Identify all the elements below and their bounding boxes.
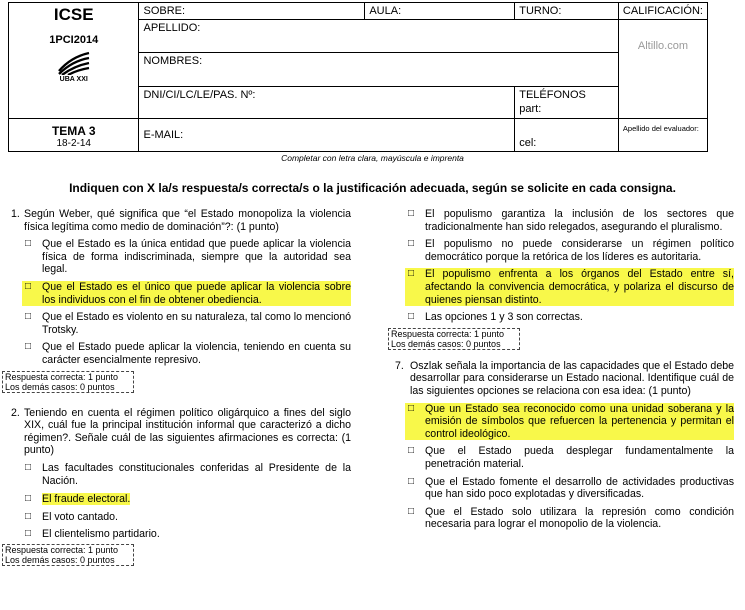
option-label: El voto cantado.	[42, 510, 118, 523]
sobre-field[interactable]	[139, 3, 365, 20]
course-code: 1PCI2014	[49, 34, 99, 46]
option-label: Que el Estado solo utilizara la represión como condición necesaria para lograr el monopolio de la violencia.	[425, 505, 734, 531]
option-label: El fraude electoral.	[42, 493, 131, 506]
option-label: El populismo no puede considerarse un régimen político democrático porque la retórica de los líderes es autoritaria.	[425, 238, 734, 263]
option-label: Que el Estado pueda desplegar fundamentalmente la penetración material.	[425, 445, 734, 470]
apellido-field[interactable]	[139, 20, 618, 53]
right-column	[391, 208, 734, 531]
calificacion-box[interactable]	[618, 20, 707, 119]
option-label: Que el Estado es violento en su naturaleza, tal como lo mencionó Trotsky.	[42, 311, 351, 336]
calificacion-field[interactable]	[618, 3, 707, 20]
option-q1-4[interactable]	[22, 341, 351, 366]
option-label: El clientelismo partidario.	[42, 528, 160, 541]
nombres-label: NOMBRES:	[143, 55, 203, 68]
scoring-others: Los demás casos: 0 puntos	[5, 554, 115, 565]
checkbox-icon[interactable]: □	[408, 505, 415, 517]
question-number: 2.	[11, 406, 20, 419]
question-2	[8, 407, 351, 457]
option-label: Las facultades constitucionales conferidas al Presidente de la Nación.	[42, 461, 351, 487]
checkbox-icon[interactable]: □	[25, 493, 32, 505]
email-field[interactable]	[139, 118, 515, 151]
checkbox-icon[interactable]: □	[408, 208, 415, 219]
exam-date: 18-2-14	[56, 137, 91, 149]
watermark: Altillo.com	[637, 40, 689, 53]
option-q1-3[interactable]	[22, 311, 351, 336]
dni-label: DNI/CI/LC/LE/PAS. Nº:	[143, 88, 256, 101]
checkbox-icon[interactable]: □	[25, 280, 32, 292]
question-number: 7.	[395, 359, 404, 372]
question-text: Según Weber, qué significa que “el Estado monopoliza la violencia física legítima como medio de dominación”?: (1 punto)	[24, 208, 351, 233]
checkbox-icon[interactable]: □	[408, 402, 415, 414]
option-label: Que el Estado fomente el desarrollo de actividades productivas que han sido poco explotadas y diversificadas.	[425, 475, 734, 501]
tema-label: TEMA 3	[51, 123, 96, 138]
scoring-text	[2, 544, 134, 566]
checkbox-icon[interactable]: □	[408, 268, 415, 280]
option-label: Las opciones 1 y 3 son correctas.	[425, 311, 583, 324]
option-label: Que un Estado sea reconocido como una unidad soberana y la emisión de símbolos que refuercen la pertenencia y permitan el control ideológico.	[425, 402, 734, 440]
aula-field[interactable]	[365, 3, 515, 20]
scoring-correct: Respuesta correcta: 1 punto	[5, 371, 119, 382]
option-q2-2[interactable]	[22, 493, 351, 506]
option-q1-2[interactable]	[22, 281, 351, 306]
checkbox-icon[interactable]: □	[25, 238, 32, 250]
telefono-part-field[interactable]	[515, 86, 619, 118]
option-q1-1[interactable]	[22, 238, 351, 276]
turno-label: TURNO:	[519, 5, 562, 17]
question-7	[392, 360, 734, 398]
university-name: UBA XXI	[59, 76, 88, 83]
option-q7-1[interactable]	[405, 403, 734, 441]
question-text: Teniendo en cuenta el régimen político oligárquico a fines del siglo XIX, cuál fue la principal institución informal que caracterizó a dicho régimen?. Señale cuál de las siguientes afirmaciones es correcta: (1 punto)	[24, 406, 351, 457]
option-q7-3[interactable]	[405, 476, 734, 501]
telefono-cel-field[interactable]	[515, 118, 619, 151]
apellido-label: APELLIDO:	[143, 22, 201, 35]
option-pop-2[interactable]	[405, 238, 734, 263]
question-text: Oszlak señala la importancia de las capacidades que el Estado debe desarrollar para considerarse un Estado nacional. Identifique cuál de las siguientes opciones se relaciona con esa idea: (1 punto)	[410, 359, 734, 397]
checkbox-icon[interactable]: □	[25, 311, 32, 323]
option-label: Que el Estado es el único que puede aplicar la violencia sobre los individuos con el fin de obtener obediencia.	[42, 280, 351, 306]
email-label: E-MAIL:	[143, 128, 184, 141]
scoring-text	[388, 328, 520, 350]
checkbox-icon[interactable]: □	[408, 475, 415, 487]
scoring-correct: Respuesta correcta: 1 punto	[391, 328, 505, 339]
option-pop-4[interactable]	[405, 311, 734, 324]
header-note: Completar con letra clara, mayúscula e imprenta	[281, 153, 464, 163]
header-identity	[9, 3, 139, 119]
evaluador-field[interactable]	[618, 118, 707, 151]
instruction-heading: Indiquen con X la/s respuesta/s correcta/s o la justificación adecuada, según se solicite en cada consigna.	[69, 181, 676, 195]
institution-name: ICSE	[53, 5, 94, 24]
option-label: Que el Estado es la única entidad que puede aplicar la violencia física de forma indiscriminada, siempre que la autoridad sea legal.	[42, 238, 351, 276]
calificacion-label: CALIFICACIÓN:	[622, 5, 703, 17]
dni-field[interactable]	[139, 86, 515, 118]
scoring-box	[388, 328, 734, 350]
uba-logo-icon	[57, 51, 91, 75]
scoring-correct: Respuesta correcta: 1 punto	[5, 544, 119, 555]
scoring-box	[2, 371, 351, 393]
header-table	[8, 2, 708, 152]
checkbox-icon[interactable]: □	[25, 510, 32, 522]
scoring-others: Los demás casos: 0 puntos	[5, 381, 115, 392]
option-label: El populismo garantiza la inclusión de los sectores que tradicionalmente han sido relegados, asegurando el pluralismo.	[425, 208, 734, 233]
turno-field[interactable]	[515, 3, 619, 20]
option-label: Que el Estado puede aplicar la violencia, teniendo en cuenta su carácter esencialmente represivo.	[42, 341, 351, 366]
part-label: part:	[519, 102, 542, 115]
scoring-others: Los demás casos: 0 puntos	[391, 338, 501, 349]
left-column	[5, 208, 351, 566]
checkbox-icon[interactable]: □	[25, 341, 32, 353]
tema-box	[9, 118, 139, 151]
checkbox-icon[interactable]: □	[408, 311, 415, 323]
question-number: 1.	[11, 208, 20, 220]
evaluador-label: Apellido del evaluador:	[622, 123, 699, 133]
checkbox-icon[interactable]: □	[408, 238, 415, 250]
option-pop-1[interactable]	[405, 208, 734, 233]
telefonos-label: TELÉFONOS	[519, 88, 586, 101]
aula-label: AULA:	[369, 5, 402, 17]
question-1	[8, 208, 351, 233]
nombres-field[interactable]	[139, 53, 618, 86]
option-pop-3[interactable]	[405, 268, 734, 306]
option-label: El populismo enfrenta a los órganos del Estado entre sí, afectando la convivencia democrática, y polariza el discurso de quienes piensan distinto.	[425, 268, 734, 306]
checkbox-icon[interactable]: □	[25, 528, 32, 540]
scoring-box	[2, 544, 351, 566]
option-q7-4[interactable]	[405, 506, 734, 531]
option-q2-3[interactable]	[22, 511, 351, 524]
sobre-label: SOBRE:	[143, 5, 186, 17]
checkbox-icon[interactable]: □	[408, 445, 415, 457]
checkbox-icon[interactable]: □	[25, 461, 32, 473]
option-q2-1[interactable]	[22, 462, 351, 487]
cel-label: cel:	[519, 137, 537, 149]
scoring-text	[2, 371, 134, 393]
option-q7-2[interactable]	[405, 445, 734, 470]
option-q2-4[interactable]	[22, 528, 351, 541]
